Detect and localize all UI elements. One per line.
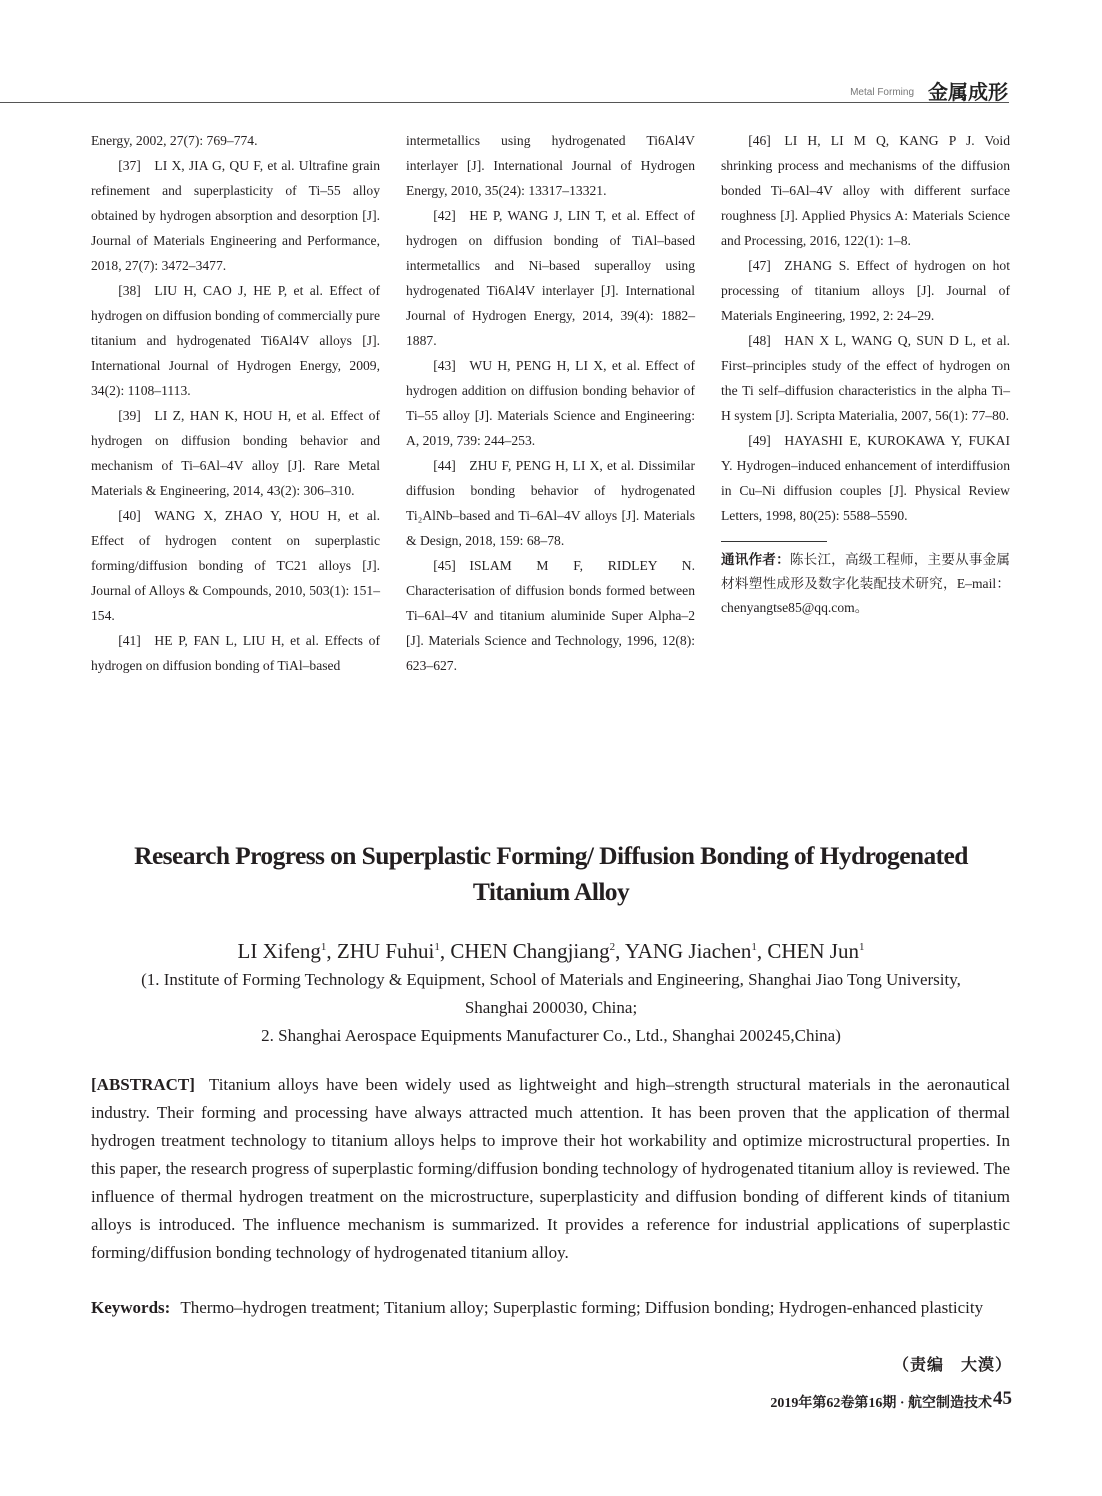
reference-entry: [42] HE P, WANG J, LIN T, et al. Effect of hydrogen on diffusion bonding of TiAl–based intermetallics and Ni–based superalloy using hydrogenated Ti6Al4V interlayer [J]. International Journal of Hydrogen Energy, 2014, 39(4): 1882–1887.	[406, 208, 695, 348]
abstract	[91, 1071, 1010, 1267]
author-affiliation-mark: 1	[858, 941, 865, 953]
reference-entry: [48] HAN X L, WANG Q, SUN D L, et al. First–principles study of the effect of hydrogen on the Ti self–diffusion characteristics in the alpha Ti–H system [J]. Scripta Materialia, 2007, 56(1): 77–80.	[721, 333, 1010, 423]
author-name: LI Xifeng	[237, 939, 321, 963]
article-title-en	[91, 838, 1011, 910]
corresponding-author-note	[721, 548, 1010, 620]
author-separator: ,	[439, 939, 451, 963]
author-name: CHEN Jun	[767, 939, 859, 963]
author-list	[91, 932, 1011, 966]
keywords-label: Keywords:	[91, 1298, 171, 1317]
reference-entry: [47] ZHANG S. Effect of hydrogen on hot processing of titanium alloys [J]. Journal of Materials Engineering, 1992, 2: 24–29.	[721, 258, 1010, 323]
keywords	[91, 1294, 1010, 1322]
reference-entry: [43] WU H, PENG H, LI X, et al. Effect of hydrogen addition on diffusion bonding behavior of Ti–55 alloy [J]. Materials Science and Engineering: A, 2019, 739: 244–253.	[406, 358, 695, 448]
affiliations	[91, 966, 1011, 1050]
reference-entry: [44] ZHU F, PENG H, LI X, et al. Dissimilar diffusion bonding behavior of hydrogenated Ti₂AlNb–based and Ti–6Al–4V alloys [J]. Materials & Design, 2018, 159: 68–78.	[406, 458, 695, 548]
author-name: YANG Jiachen	[624, 939, 752, 963]
author-separator: ,	[326, 939, 337, 963]
title-line-1: Research Progress on Superplastic Forming/ Diffusion Bonding of Hydrogenated	[134, 841, 968, 870]
reference-entry: Energy, 2002, 27(7): 769–774.	[91, 133, 258, 148]
author-affiliation-mark: 2	[609, 941, 616, 953]
reference-entry: [37] LI X, JIA G, QU F, et al. Ultrafine grain refinement and superplasticity of Ti–55 alloy obtained by hydrogen absorption and desorption [J]. Journal of Materials Engineering and Performance, 2018, 27(7): 3472–3477.	[91, 158, 380, 273]
abstract-text: Titanium alloys have been widely used as lightweight and high–strength structural materials in the aeronautical industry. Their forming and processing have always attracted much attention. It has been proven that the application of thermal hydrogen treatment technology to titanium alloys helps to improve their hot workability and optimize microstructural properties. In this paper, the research progress of superplastic forming/diffusion bonding technology of hydrogenated titanium alloy is reviewed. The influence of thermal hydrogen treatment on the microstructure, superplasticity and diffusion bonding of different kinds of titanium alloys is introduced. The influence mechanism is summarized. It provides a reference for industrial applications of superplastic forming/diffusion bonding technology of hydrogenated titanium alloy.	[91, 1075, 1010, 1262]
reference-entry: [46] LI H, LI M Q, KANG P J. Void shrinking process and mechanisms of the diffusion bonded Ti–6Al–4V alloy with different surface roughness [J]. Applied Physics A: Materials Science and Processing, 2016, 122(1): 1–8.	[721, 133, 1010, 248]
reference-column-1	[91, 128, 380, 678]
author-name: ZHU Fuhui	[336, 939, 435, 963]
author-separator: ,	[615, 939, 625, 963]
footnote-divider	[721, 541, 827, 542]
author-separator: ,	[756, 939, 768, 963]
keywords-text: Thermo–hydrogen treatment; Titanium alloy; Superplastic forming; Diffusion bonding; Hydrogen-enhanced plasticity	[180, 1298, 984, 1317]
reference-entry: [38] LIU H, CAO J, HE P, et al. Effect of hydrogen on diffusion bonding of commercially pure titanium and hydrogenated Ti6Al4V alloys [J]. International Journal of Hydrogen Energy, 2009, 34(2): 1108–1113.	[91, 283, 380, 398]
reference-entry: [39] LI Z, HAN K, HOU H, et al. Effect of hydrogen on diffusion bonding behavior and mechanism of Ti–6Al–4V alloy [J]. Rare Metal Materials & Engineering, 2014, 43(2): 306–310.	[91, 408, 380, 498]
header-divider	[0, 102, 1009, 103]
affiliation-2: 2. Shanghai Aerospace Equipments Manufacturer Co., Ltd., Shanghai 200245,China)	[261, 1026, 841, 1045]
author-affiliation-mark: 1	[320, 941, 327, 953]
journal-name-en: Metal Forming	[850, 87, 914, 98]
abstract-label: [ABSTRACT]	[91, 1075, 195, 1094]
affiliation-1-line-2: Shanghai 200030, China;	[464, 998, 638, 1017]
reference-entry: intermetallics using hydrogenated Ti6Al4V interlayer [J]. International Journal of Hydrogen Energy, 2010, 35(24): 13317–13321.	[406, 133, 695, 198]
reference-column-2	[406, 128, 695, 678]
author-name: CHEN Changjiang	[450, 939, 610, 963]
reference-column-3	[721, 128, 1010, 620]
reference-entry: [49] HAYASHI E, KUROKAWA Y, FUKAI Y. Hydrogen–induced enhancement of interdiffusion in Cu–Ni diffusion couples [J]. Physical Review Letters, 1998, 80(25): 5588–5590.	[721, 433, 1010, 523]
corresponding-author-text: 陈长江，高级工程师，主要从事金属材料塑性成形及数字化装配技术研究，E–mail：chenyangtse85@qq.com。	[721, 552, 1011, 615]
affiliation-1-line-1: (1. Institute of Forming Technology & Equipment, School of Materials and Engineering, Shanghai Jiao Tong University,	[141, 970, 961, 989]
reference-entry: [45] ISLAM M F, RIDLEY N. Characterisation of diffusion bonds formed between Ti–6Al–4V and titanium aluminide Super Alpha–2 [J]. Materials Science and Technology, 1996, 12(8): 623–627.	[406, 558, 695, 673]
journal-name-cn: 金属成形	[928, 82, 1008, 104]
editor-note: （责编 大漠）	[892, 1357, 1012, 1374]
author-affiliation-mark: 1	[434, 941, 440, 953]
reference-entry: [40] WANG X, ZHAO Y, HOU H, et al. Effect of hydrogen content on superplastic forming/diffusion bonding of TC21 alloys [J]. Journal of Alloys & Compounds, 2010, 503(1): 151–154.	[91, 508, 380, 623]
title-line-2: Titanium Alloy	[472, 877, 630, 906]
page-number: 45	[993, 1388, 1012, 1409]
author-affiliation-mark: 1	[751, 941, 757, 953]
footer-issue-info: 2019年第62卷第16期 · 航空制造技术	[770, 1396, 992, 1411]
corresponding-author-label: 通讯作者：	[721, 552, 790, 567]
reference-entry: [41] HE P, FAN L, LIU H, et al. Effects of hydrogen on diffusion bonding of TiAl–based	[91, 633, 380, 673]
